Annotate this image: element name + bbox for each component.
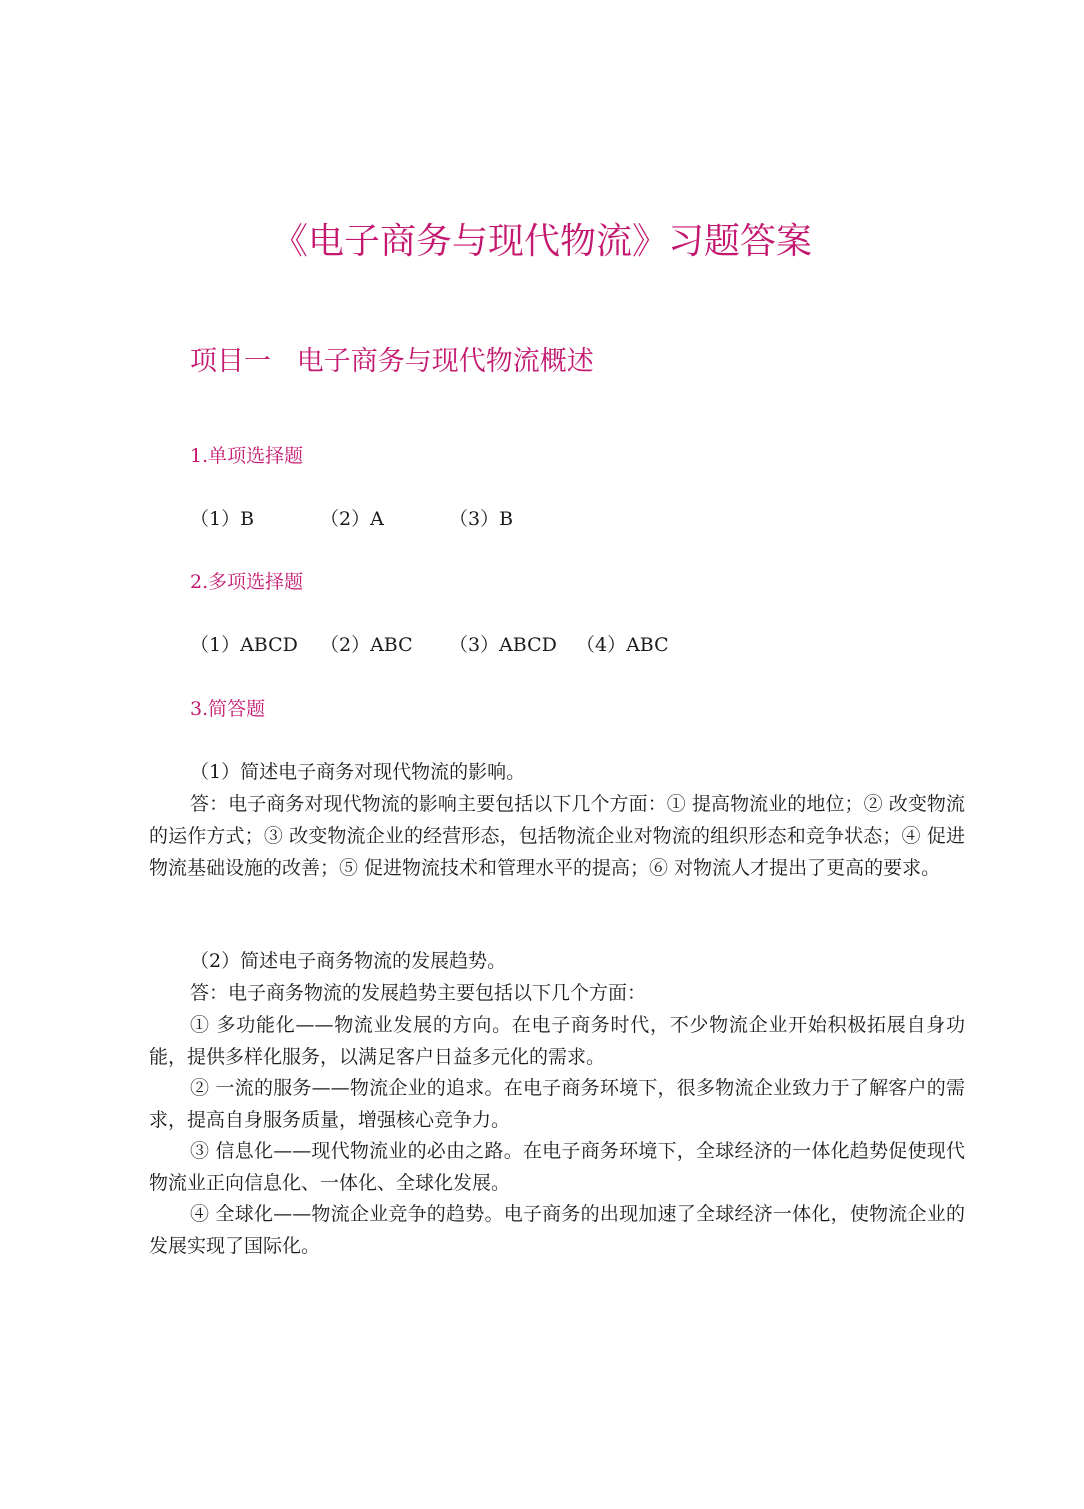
question-2: （2）简述电子商务物流的发展趋势。	[190, 950, 507, 972]
answer-item: （1）ABCD	[190, 634, 298, 656]
answer-item: （1）B	[190, 508, 255, 530]
answer-2-point: ① 多功能化——物流业发展的方向。在电子商务时代，不少物流企业开始积极拓展自身功能，提供多样化服务，以满足客户日益多元化的需求。	[149, 1014, 965, 1068]
section-heading-single-choice	[190, 442, 303, 470]
section-heading-multiple-choice	[190, 568, 303, 596]
project-label: 项目一	[190, 346, 271, 377]
answer-item: （4）ABC	[576, 634, 669, 656]
answer-1: 答：电子商务对现代物流的影响主要包括以下几个方面：① 提高物流业的地位；② 改变物流的运作方式；③ 改变物流企业的经营形态，包括物流企业对物流的组织形态和竞争状态；④ 促进物流基础设施的改善；⑤ 促进物流技术和管理水平的提高；⑥ 对物流人才提出了更高的要求。	[149, 793, 965, 879]
document-title: 《电子商务与现代物流》习题答案	[271, 221, 812, 262]
answer-item: （2）ABC	[320, 634, 413, 656]
answer-item: （2）A	[320, 508, 384, 530]
answer-2-point: ② 一流的服务——物流企业的追求。在电子商务环境下，很多物流企业致力于了解客户的需求，提高自身服务质量，增强核心竞争力。	[149, 1077, 965, 1131]
section-number: 3.	[190, 698, 209, 720]
answer-2-point: ④ 全球化——物流企业竞争的趋势。电子商务的出现加速了全球经济一体化，使物流企业的发展实现了国际化。	[149, 1203, 965, 1257]
answer-item: （3）B	[449, 508, 514, 530]
section-number: 1.	[190, 445, 209, 467]
answer-2-point: ③ 信息化——现代物流业的必由之路。在电子商务环境下，全球经济的一体化趋势促使现代物流业正向信息化、一体化、全球化发展。	[149, 1140, 965, 1194]
section-label: 单项选择题	[208, 445, 304, 467]
answer-item: （3）ABCD	[449, 634, 557, 656]
section-number: 2.	[190, 571, 209, 593]
answer-2-intro: 答：电子商务物流的发展趋势主要包括以下几个方面：	[190, 982, 647, 1004]
project-heading	[190, 342, 594, 382]
section-heading-short-answer	[190, 695, 265, 723]
question-1: （1）简述电子商务对现代物流的影响。	[190, 761, 526, 783]
section-label: 简答题	[208, 698, 266, 720]
section-label: 多项选择题	[208, 571, 304, 593]
project-name: 电子商务与现代物流概述	[296, 346, 594, 377]
